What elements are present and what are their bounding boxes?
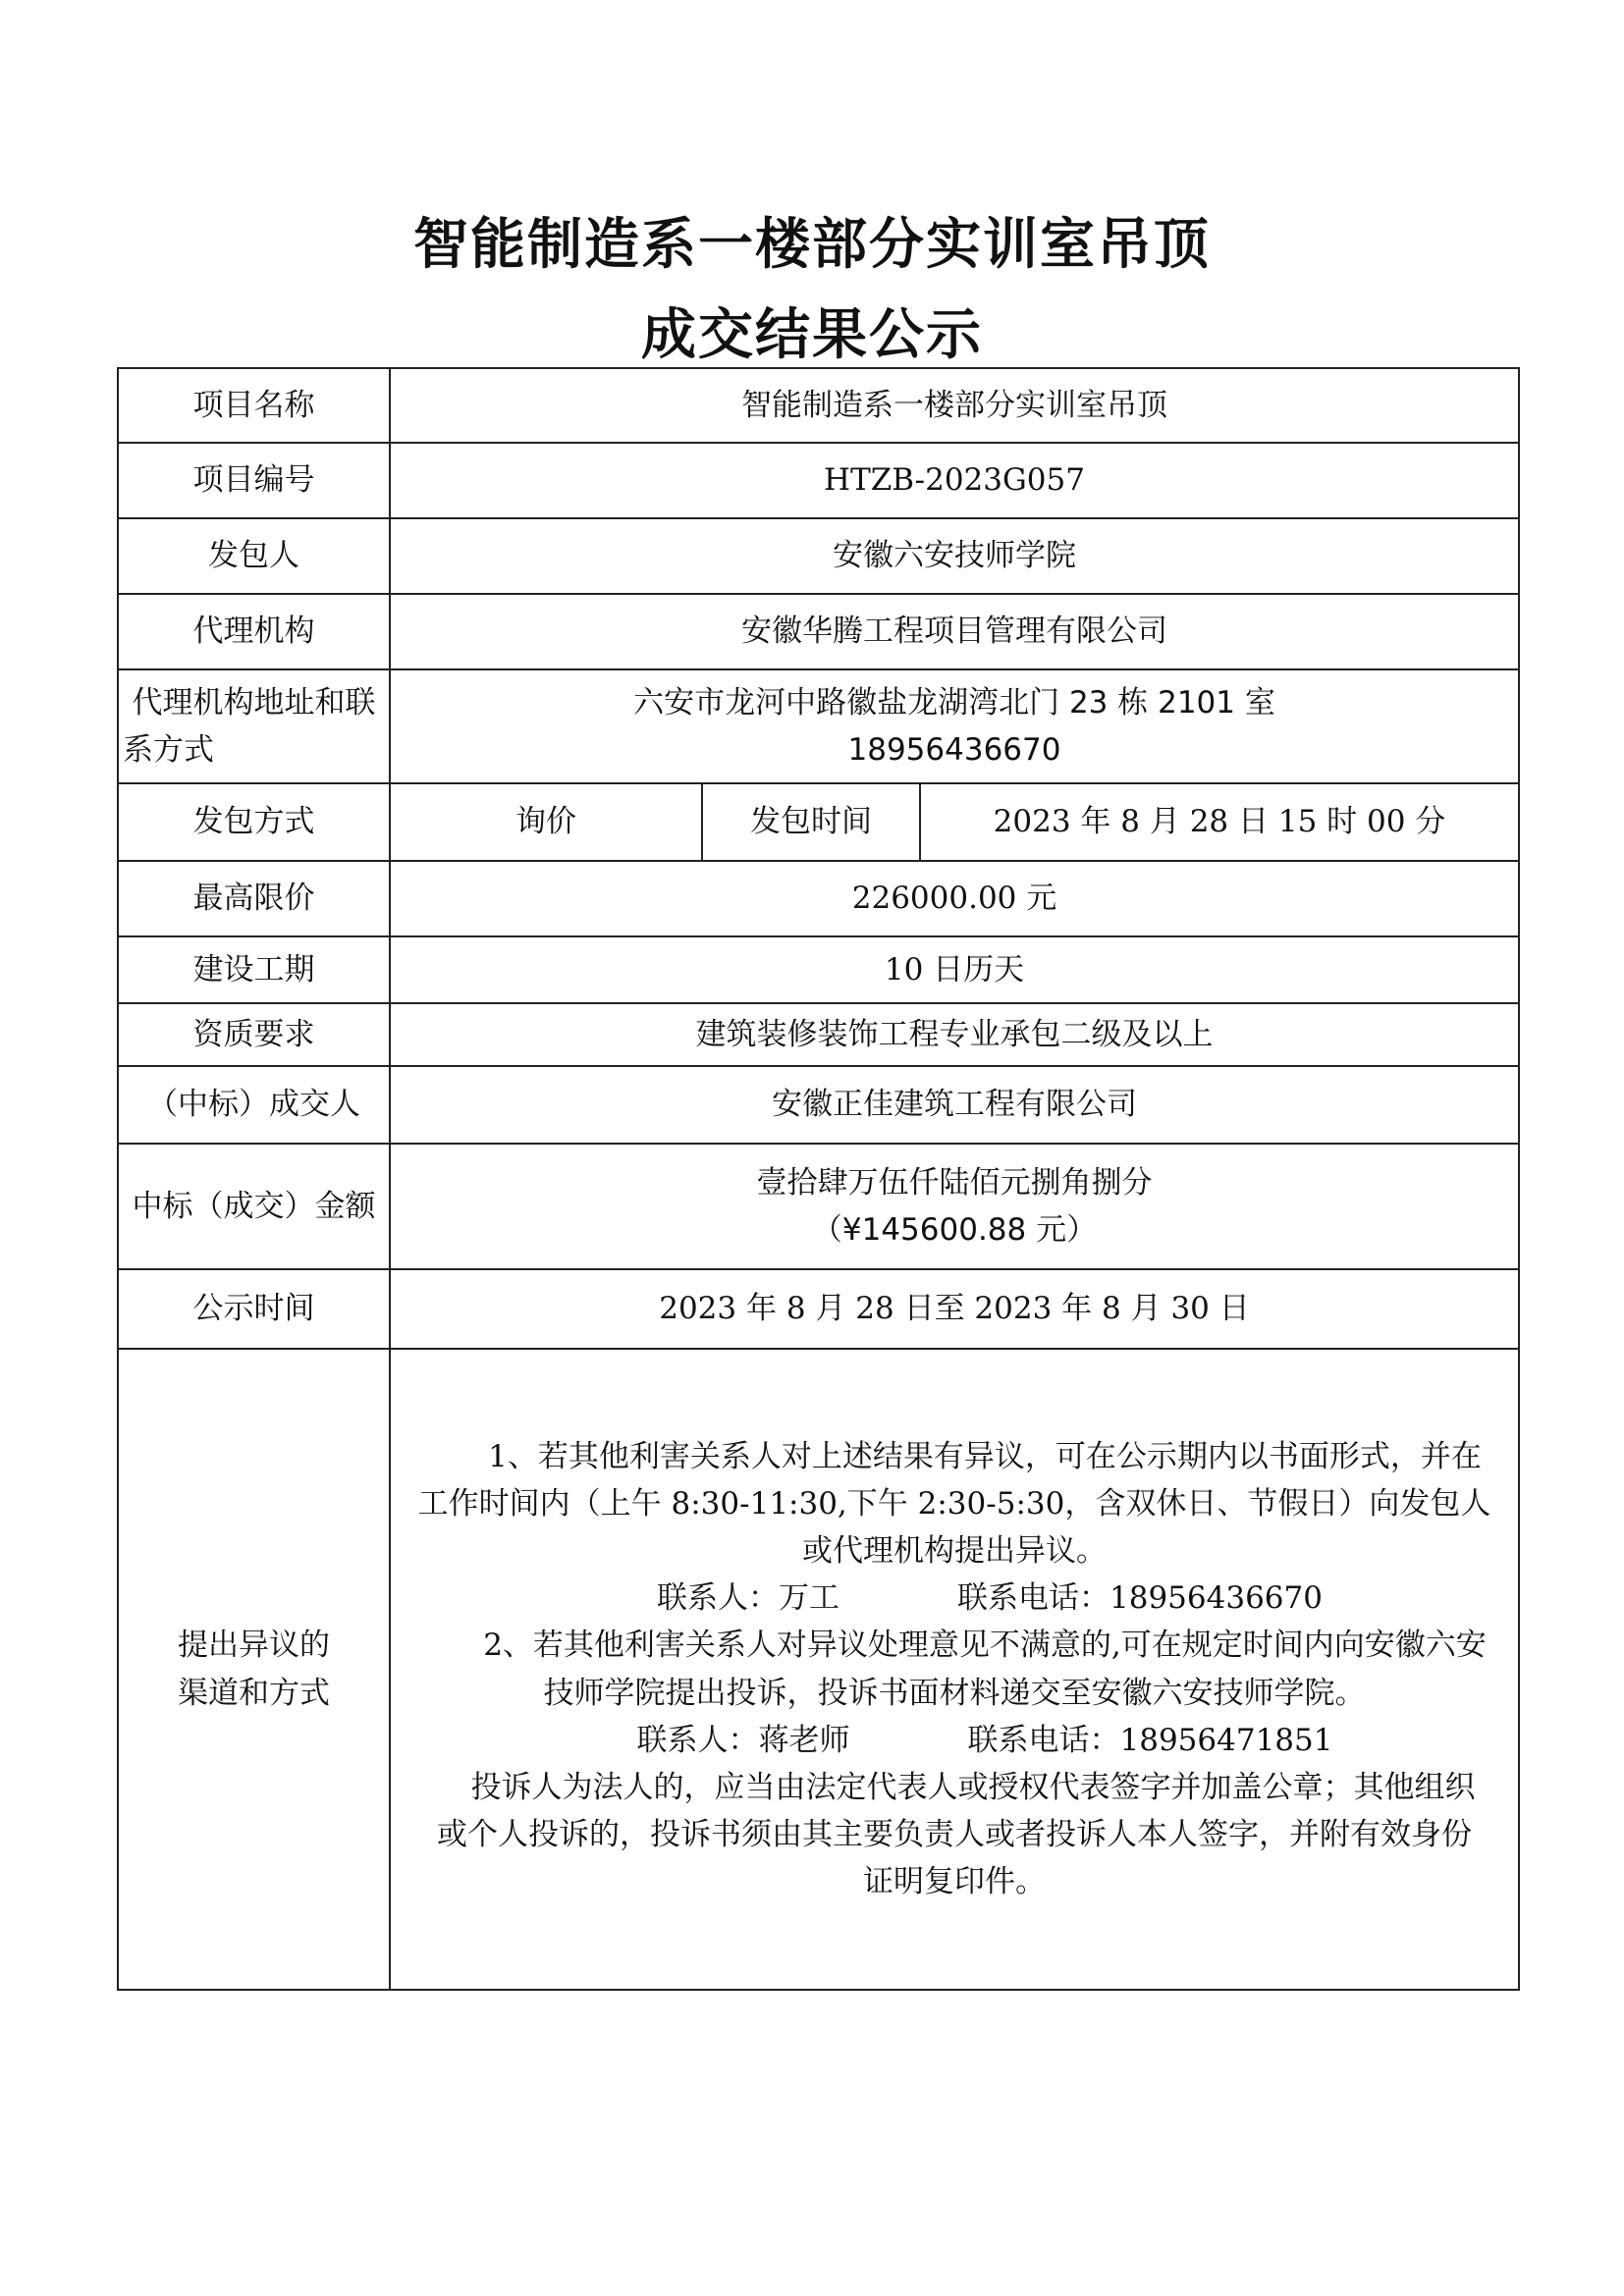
objection-label (118, 1349, 390, 1990)
row-agency-contact (118, 669, 1519, 783)
method-time-label: 发包时间 (702, 783, 920, 861)
method-time-value: 2023 年 8 月 28 日 15 时 00 分 (920, 783, 1519, 861)
qualification-value: 建筑装修装饰工程专业承包二级及以上 (390, 1003, 1519, 1066)
method-label: 发包方式 (118, 783, 390, 861)
objection-para2-line1: 2、若其他利害关系人对异议处理意见不满意的,可在规定时间内向安徽六安 (483, 1628, 1487, 1664)
agency-label: 代理机构 (118, 594, 390, 669)
row-project-name (118, 368, 1519, 443)
contact1-phone: 联系电话：18956436670 (957, 1580, 1323, 1617)
objection-para2-line2: 技师学院提出投诉，投诉书面材料递交至安徽六安技师学院。 (543, 1675, 1366, 1711)
objection-content (390, 1349, 1519, 1990)
row-method (118, 783, 1519, 861)
row-employer (118, 518, 1519, 594)
result-table (117, 367, 1520, 1991)
row-winner (118, 1066, 1519, 1144)
method-value: 询价 (390, 783, 702, 861)
contact2 (395, 1717, 1514, 1764)
agency-phone: 18956436670 (847, 732, 1061, 768)
row-publicity (118, 1269, 1519, 1349)
max-price-label: 最高限价 (118, 861, 390, 936)
amount-label: 中标（成交）金额 (118, 1144, 390, 1269)
employer-label: 发包人 (118, 518, 390, 594)
employer-value: 安徽六安技师学院 (390, 518, 1519, 594)
max-price-value: 226000.00 元 (390, 861, 1519, 936)
winner-value: 安徽正佳建筑工程有限公司 (390, 1066, 1519, 1144)
row-max-price (118, 861, 1519, 936)
qualification-label: 资质要求 (118, 1003, 390, 1066)
objection-para1-line3: 或代理机构提出异议。 (802, 1533, 1107, 1570)
duration-label: 建设工期 (118, 936, 390, 1003)
document-title-line1: 智能制造系一楼部分实训室吊顶 (413, 213, 1211, 277)
row-duration (118, 936, 1519, 1003)
agency-contact-label-line2: 系方式 (123, 732, 214, 768)
row-amount (118, 1144, 1519, 1269)
objection-para3-line2: 或个人投诉的，投诉书须由其主要负责人或者投诉人本人签字，并附有效身份 (437, 1816, 1472, 1852)
winner-label: （中标）成交人 (118, 1066, 390, 1144)
objection-para1-line1: 1、若其他利害关系人对上述结果有异议，可在公示期内以书面形式，并在 (488, 1439, 1482, 1475)
objection-para3-line1: 投诉人为法人的，应当由法定代表人或授权代表签字并加盖公章；其他组织 (470, 1769, 1476, 1805)
contact2-phone: 联系电话：18956471851 (967, 1722, 1333, 1758)
amount-words: 壹拾肆万伍仟陆佰元捌角捌分 (756, 1164, 1153, 1201)
objection-para3-line3: 证明复印件。 (863, 1863, 1046, 1899)
amount-number: （¥145600.88 元） (811, 1212, 1098, 1248)
project-name-label: 项目名称 (118, 368, 390, 443)
agency-contact-value (390, 669, 1519, 783)
row-qualification (118, 1003, 1519, 1066)
publicity-label: 公示时间 (118, 1269, 390, 1349)
objection-para1-line2: 工作时间内（上午 8:30-11:30,下午 2:30-5:30，含双休日、节假日）向发包人 (417, 1486, 1491, 1522)
agency-contact-label-line1: 代理机构地址和联 (132, 684, 376, 721)
objection-label-line2: 渠道和方式 (178, 1675, 330, 1711)
agency-address: 六安市龙河中路徽盐龙湖湾北门 23 栋 2101 室 (633, 684, 1275, 721)
objection-label-line1: 提出异议的 (178, 1628, 330, 1664)
publicity-value: 2023 年 8 月 28 日至 2023 年 8 月 30 日 (390, 1269, 1519, 1349)
row-project-number (118, 443, 1519, 518)
project-number-value: HTZB-2023G057 (390, 443, 1519, 518)
contact1 (395, 1575, 1514, 1622)
document-title-line2: 成交结果公示 (641, 303, 983, 367)
project-name-value: 智能制造系一楼部分实训室吊顶 (390, 368, 1519, 443)
agency-contact-label (118, 669, 390, 783)
row-objection (118, 1349, 1519, 1990)
contact1-name: 联系人：万工 (657, 1580, 840, 1617)
row-agency (118, 594, 1519, 669)
project-number-label: 项目编号 (118, 443, 390, 518)
amount-value (390, 1144, 1519, 1269)
contact2-name: 联系人：蒋老师 (636, 1722, 850, 1758)
duration-value: 10 日历天 (390, 936, 1519, 1003)
agency-value: 安徽华腾工程项目管理有限公司 (390, 594, 1519, 669)
